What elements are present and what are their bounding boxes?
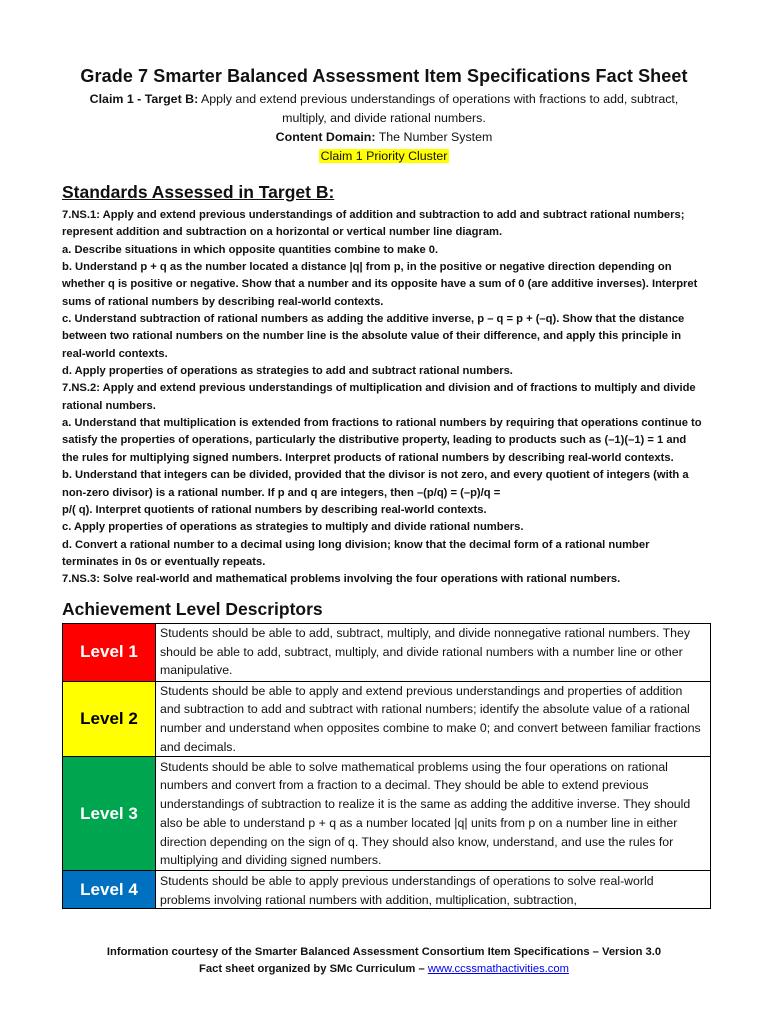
standard-ns1d: d. Apply properties of operations as strategies to add and subtract rational numbers.	[62, 365, 513, 378]
page-title: Grade 7 Smarter Balanced Assessment Item Specifications Fact Sheet	[80, 66, 688, 86]
standard-ns2c: c. Apply properties of operations as strategies to multiply and divide rational numbers.	[62, 521, 524, 534]
footer-website-link[interactable]: www.ccssmathactivities.com	[427, 963, 569, 975]
standard-code: 7.NS.1:	[62, 209, 100, 221]
level-label: Level 1	[63, 623, 156, 681]
standard-ns1a: a. Describe situations in which opposite quantities combine to make 0.	[62, 243, 439, 256]
footer-organizer	[0, 961, 768, 978]
standard-code: 7.NS.2:	[62, 382, 100, 395]
achievement-level-table	[62, 623, 711, 910]
standards-list	[62, 207, 706, 589]
standard-ns1c: c. Understand subtraction of rational numbers as adding the additive inverse, p – q = p + (–q). Show that the distance between two rational numbers on the number line is the absolute value of their difference, and apply this principle in real-world contexts.	[62, 313, 685, 360]
level-description-text: Students should be able to apply previous understandings of operations to solve real-world problems involving rational numbers with addition, multiplication, subtraction,	[160, 873, 654, 907]
claim-label: Claim 1 - Target B:	[89, 92, 199, 106]
content-domain-value: The Number System	[378, 130, 493, 144]
footer-credit: Information courtesy of the Smarter Balanced Assessment Consortium Item Specifications – Version 3.0	[106, 946, 662, 958]
level-label: Level 4	[63, 871, 156, 909]
priority-cluster-badge: Claim 1 Priority Cluster	[320, 149, 448, 163]
claim-text: Apply and extend previous understandings of operations with fractions to add, subtract, multiply, and divide rational numbers.	[200, 92, 679, 125]
standard-text: Solve real-world and mathematical problems involving the four operations with rational numbers.	[103, 573, 621, 586]
standards-heading: Standards Assessed in Target B:	[62, 182, 335, 202]
level-label: Level 2	[63, 681, 156, 757]
standard-text: Apply and extend previous understandings of multiplication and division and of fractions to multiply and divide rational numbers.	[62, 382, 696, 412]
level-row	[63, 757, 711, 871]
claim-line	[62, 90, 706, 128]
level-description: Students should be able to add, subtract, multiply, and divide nonnegative rational numbers. They should be able to add, subtract, multiply, and divide rational numbers with a number line or other manipulative.	[156, 623, 711, 681]
footer	[0, 944, 768, 978]
standard-ns2	[62, 380, 706, 415]
standard-ns2d: d. Convert a rational number to a decimal using long division; know that the decimal form of a rational number terminates in 0s or eventually repeats.	[62, 538, 650, 568]
standard-ns2b-line2: p/( q). Interpret quotients of rational numbers by describing real-world contexts.	[62, 503, 487, 516]
content-domain-label: Content Domain:	[275, 130, 376, 144]
priority-cluster-line	[62, 147, 706, 166]
footer-organizer-text: Fact sheet organized by SMc Curriculum –	[199, 963, 425, 975]
standard-ns2a: a. Understand that multiplication is extended from fractions to rational numbers by requiring that operations continue to satisfy the properties of operations, particularly the distributive property, leading to products such as (–1)(–1) = 1 and the rules for multiplying signed numbers. Interpret products of rational numbers by describing real-world contexts.	[62, 417, 702, 464]
standard-ns1	[62, 207, 706, 242]
standard-code: 7.NS.3:	[62, 573, 100, 586]
standard-ns2b-line1: b. Understand that integers can be divided, provided that the divisor is not zero, and every quotient of integers (with a non-zero divisor) is a rational number. If p and q are integers, then –(p/q) = (–p)/q =	[62, 469, 689, 499]
content-domain-line	[62, 128, 706, 147]
level-description: Students should be able to apply and extend previous understandings and properties of addition and subtraction to add and subtract with rational numbers; identify the absolute value of a rational number and understand when opposites combine to make 0; and convert between familiar fractions and decimals.	[156, 681, 711, 757]
level-row	[63, 871, 711, 909]
level-label: Level 3	[63, 757, 156, 871]
level-row	[63, 623, 711, 681]
ald-heading: Achievement Level Descriptors	[62, 598, 323, 619]
standard-ns1b: b. Understand p + q as the number located a distance |q| from p, in the positive or negative direction depending on whether q is positive or negative. Show that a number and its opposite have a sum of 0 (are additive inverses). Interpret sums of rational numbers by describing real-world contexts.	[62, 261, 698, 308]
level-row	[63, 681, 711, 757]
standard-text: Apply and extend previous understandings of addition and subtraction to add and subtract rational numbers; represent addition and subtraction on a horizontal or vertical number line diagram.	[62, 209, 685, 239]
level-description: Students should be able to solve mathematical problems using the four operations on rational numbers and convert from a fraction to a decimal. They should be able to extend previous understandings of subtraction to realize it is the same as adding the additive inverse. They should also be able to understand p + q as a number located |q| units from p on a number line in either direction depending on the sign of q. They should also know, understand, and use the rules for multiplying and dividing signed numbers.	[156, 757, 711, 871]
level-description	[156, 871, 711, 909]
standard-ns3	[62, 571, 706, 588]
